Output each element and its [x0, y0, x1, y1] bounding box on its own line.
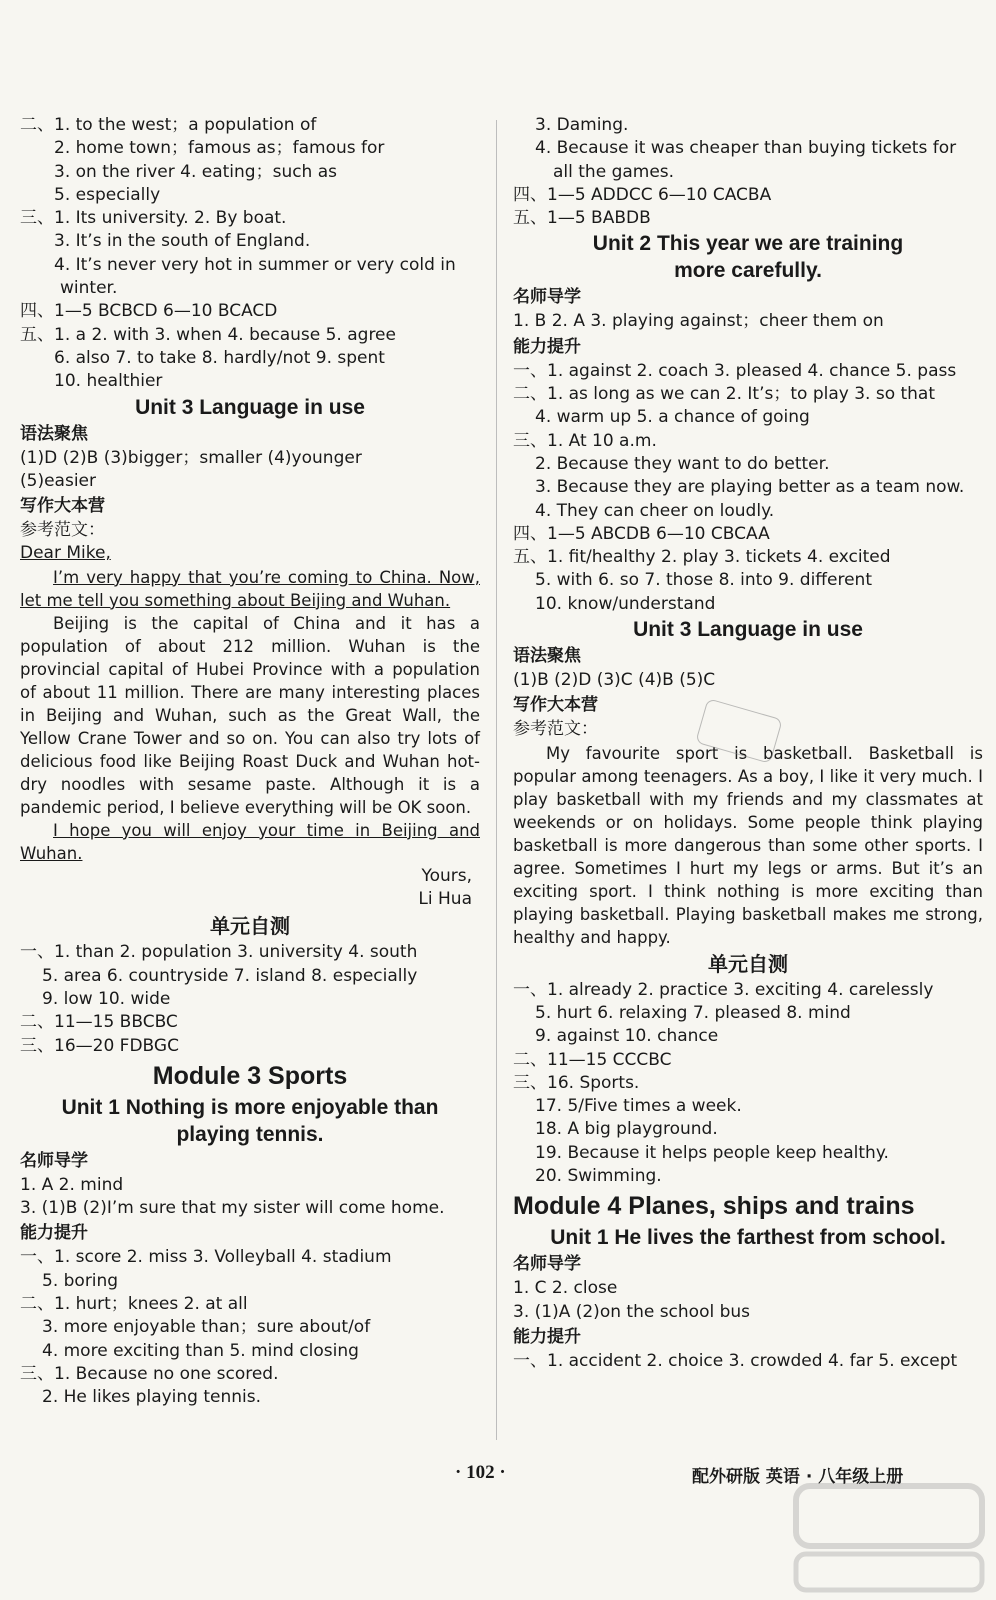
answer-line: 3. (1)B (2)I’m sure that my sister will come home. [20, 1198, 445, 1219]
answer-line: 3. Daming. [535, 115, 629, 135]
page-footer [0, 1462, 996, 1492]
unit-heading: Unit 1 Nothing is more enjoyable than [61, 1095, 439, 1119]
answer-line: 五、1. a 2. with 3. when 4. because 5. agree [20, 324, 396, 345]
section-label: 写作大本营 [20, 496, 105, 517]
answer-line: 4. warm up 5. a chance of going [535, 407, 810, 428]
answer-line: 2. He likes playing tennis. [42, 1387, 262, 1408]
column-divider [496, 120, 497, 1440]
answer-line: 3. on the river 4. eating；such as [54, 161, 338, 182]
section-label: 能力提升 [20, 1223, 88, 1244]
section-label: 语法聚焦 [513, 646, 581, 667]
answer-line: 一、1. against 2. coach 3. pleased 4. chance 5. pass [513, 360, 957, 381]
answer-line: 3. more enjoyable than；sure about/of [42, 1317, 371, 1338]
answer-line: Li Hua [418, 889, 472, 910]
essay-paragraph: Beijing is the capital of China and it has a population of about 212 million. Wuhan is the provincial capital of Hubei Province with a population of about 11 million. There are many interesting places in Beijing and Wuhan, such as the Great Wall, the Yellow Crane Tower and so on. You can also try lots of delicious food like Beijing Roast Duck and Wuhan hot-dry noodles with sesame paste. Although it is a pandemic period, I believe everything will be OK soon. [20, 613, 480, 817]
answer-line: 1. C 2. close [513, 1278, 618, 1299]
unit-heading: more carefully. [674, 259, 822, 283]
answer-line: 五、1—5 BABDB [513, 208, 651, 229]
answer-line: 二、1. hurt；knees 2. at all [20, 1294, 248, 1315]
essay-paragraph: I’m very happy that you’re coming to China. Now, let me tell you something about Beijing and Wuhan. [20, 567, 480, 610]
answer-line: 10. healthier [54, 371, 163, 392]
answer-line: Yours, [421, 865, 472, 886]
section-label: 名师导学 [513, 287, 581, 308]
answer-line: (1)B (2)D (3)C (4)B (5)C [513, 670, 716, 691]
unit-heading: Unit 1 He lives the farthest from school. [550, 1226, 946, 1250]
answer-line: 一、1. already 2. practice 3. exciting 4. carelessly [513, 979, 934, 1000]
answer-line: 3. Because they are playing better as a team now. [535, 477, 965, 498]
essay-paragraph: My favourite sport is basketball. Basketball is popular among teenagers. As a boy, I like it very much. I play basketball with my friends and my classmates at weekends or on holidays. Some people think playing basketball is more dangerous than some other sports. I agree. Sometimes I hurt my legs or arms. But it’s an exciting sport. I think nothing is more exciting than playing basketball. Playing basketball makes me strong, healthy and happy. [513, 743, 983, 947]
answer-line: 5. especially [54, 184, 161, 205]
essay-paragraph: I hope you will enjoy your time in Beijing and Wuhan. [20, 820, 480, 863]
answer-line: 1. B 2. A 3. playing against；cheer them on [513, 311, 884, 332]
answer-line: 17. 5/Five times a week. [535, 1096, 742, 1117]
section-label: 写作大本营 [513, 695, 598, 716]
answer-line: 20. Swimming. [535, 1166, 662, 1187]
section-label: 名师导学 [513, 1254, 581, 1275]
module-heading: Module 4 Planes, ships and trains [513, 1192, 915, 1221]
answer-line: 9. against 10. chance [535, 1026, 719, 1047]
answer-line: 10. know/understand [535, 593, 716, 614]
section-title: 单元自测 [708, 951, 788, 976]
section-label: 名师导学 [20, 1150, 88, 1171]
answer-line: 二、11—15 BBCBC [20, 1012, 178, 1033]
sample-essay [20, 566, 480, 865]
answer-line: 19. Because it helps people keep healthy. [535, 1142, 889, 1163]
page-number: · 102 · [455, 1462, 506, 1483]
answer-line: 参考范文： [20, 520, 105, 541]
watermark-logo [790, 1478, 990, 1596]
answer-line: 5. boring [42, 1270, 119, 1291]
answer-line: 三、16. Sports. [513, 1072, 640, 1093]
answer-line: 三、16—20 FDBGC [20, 1035, 179, 1056]
unit-heading: Unit 3 Language in use [633, 618, 863, 642]
section-label: 语法聚焦 [20, 423, 88, 444]
left-column [20, 114, 480, 1410]
answer-line: all the games. [553, 161, 675, 182]
answer-line: 二、1. to the west；a population of [20, 115, 317, 135]
sample-essay [513, 742, 983, 949]
answer-line: 5. hurt 6. relaxing 7. pleased 8. mind [535, 1002, 851, 1023]
answer-line: winter. [60, 278, 118, 299]
unit-heading: playing tennis. [176, 1122, 324, 1146]
answer-line: 2. Because they want to do better. [535, 453, 830, 474]
answer-line: 二、11—15 CCCBC [513, 1049, 672, 1070]
answer-line: 4. They can cheer on loudly. [535, 500, 775, 521]
answer-line: 一、1. than 2. population 3. university 4. south [20, 942, 418, 963]
answer-line: 9. low 10. wide [42, 988, 171, 1009]
answer-line: 二、1. as long as we can 2. It’s；to play 3. so that [513, 384, 936, 405]
answer-line: 参考范文： [513, 719, 598, 740]
unit-heading: Unit 3 Language in use [135, 395, 365, 419]
section-title: 单元自测 [210, 914, 290, 939]
answer-line: 一、1. accident 2. choice 3. crowded 4. far 5. except [513, 1350, 958, 1371]
answer-line: 18. A big playground. [535, 1119, 718, 1140]
answer-line: 一、1. score 2. miss 3. Volleyball 4. stadium [20, 1247, 392, 1268]
answer-line: 3. (1)A (2)on the school bus [513, 1301, 751, 1322]
answer-line: 5. area 6. countryside 7. island 8. especially [42, 965, 418, 986]
answer-line: 五、1. fit/healthy 2. play 3. tickets 4. excited [513, 547, 891, 568]
answer-line: 四、1—5 BCBCD 6—10 BCACD [20, 301, 278, 322]
publisher-info: 配外研版 英语 · 八年级上册 [692, 1467, 904, 1487]
answer-line: Dear Mike, [20, 543, 111, 564]
answer-line: 2. home town；famous as；famous for [54, 138, 385, 159]
answer-line: 三、1. Because no one scored. [20, 1363, 279, 1384]
answer-line: 5. with 6. so 7. those 8. into 9. different [535, 570, 872, 591]
answer-line: 四、1—5 ABCDB 6—10 CBCAA [513, 523, 770, 544]
answer-line: 4. more exciting than 5. mind closing [42, 1340, 359, 1361]
answer-line: 三、1. Its university. 2. By boat. [20, 208, 287, 229]
answer-line: 6. also 7. to take 8. hardly/not 9. spent [54, 347, 385, 368]
answer-line: 三、1. At 10 a.m. [513, 430, 657, 451]
answer-line: 4. It’s never very hot in summer or very cold in [54, 254, 456, 275]
answer-line: 四、1—5 ADDCC 6—10 CACBA [513, 184, 772, 205]
answer-line: (1)D (2)B (3)bigger；smaller (4)younger [20, 447, 362, 468]
answer-line: (5)easier [20, 470, 96, 491]
unit-heading: Unit 2 This year we are training [592, 232, 904, 256]
answer-line: 4. Because it was cheaper than buying tickets for [535, 138, 957, 159]
answer-line: 3. It’s in the south of England. [54, 231, 311, 252]
answer-line: 1. A 2. mind [20, 1174, 124, 1195]
section-label: 能力提升 [513, 1326, 581, 1347]
section-label: 能力提升 [513, 336, 581, 357]
module-heading: Module 3 Sports [152, 1061, 348, 1090]
